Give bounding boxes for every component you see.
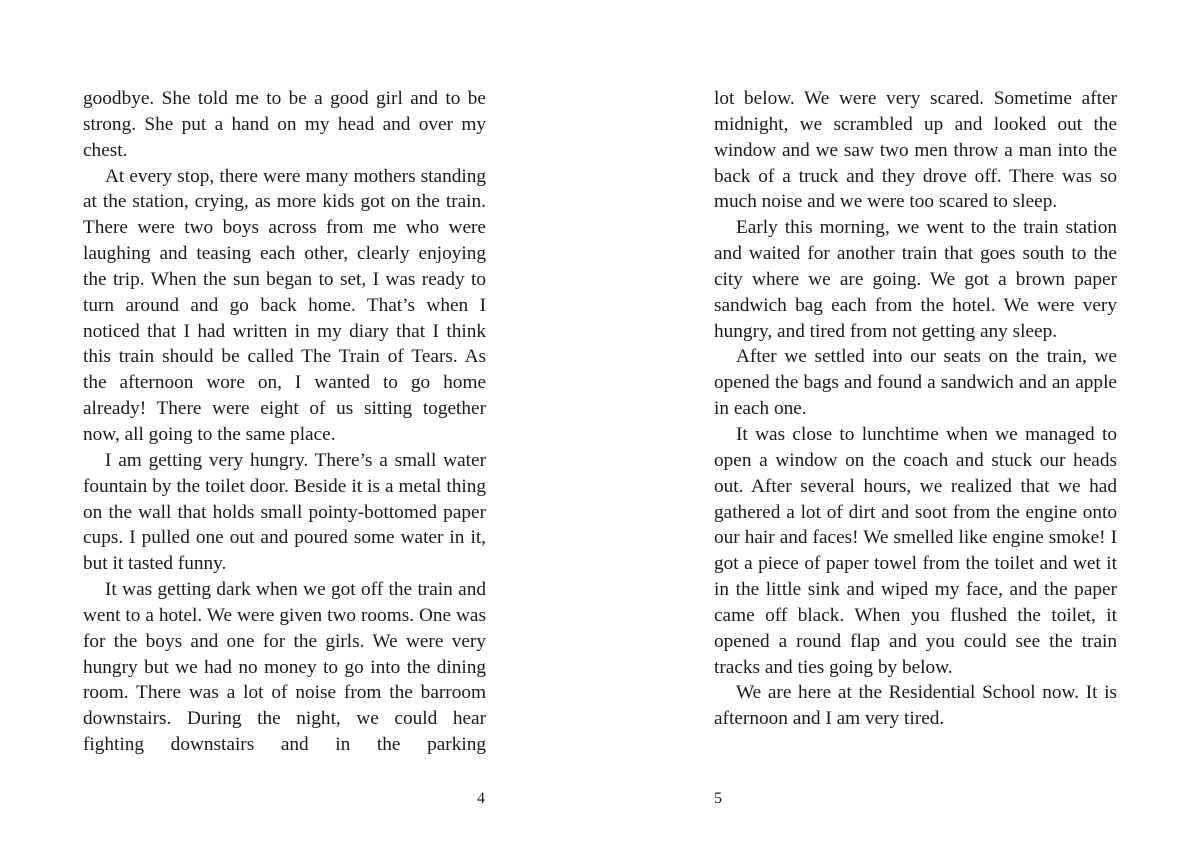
paragraph: Early this morning, we went to the train station and waited for another train that goes south to the city where we are going. We got a brown paper sandwich bag each from the hotel. We were very hungry, and tired from not getting any sleep. [714, 217, 1117, 342]
page-number: 4 [477, 790, 485, 807]
paragraph: I am getting very hungry. There’s a small water fountain by the toilet door. Beside it is a metal thing on the wall that holds small pointy-bottomed paper cups. I pulled one out and poured some water in it, but it tasted funny. [83, 449, 486, 575]
left-page-text [83, 86, 486, 758]
paragraph: At every stop, there were many mothers standing at the station, crying, as more kids got on the train. There were two boys across from me who were laughing and teasing each other, clearly enjoying the trip. When the sun began to set, I was ready to turn around and go back home. That’s when I noticed that I had written in my diary that I think this train should be called The Train of Tears. As the afternoon wore on, I wanted to go home already! There were eight of us sitting together now, all going to the same place. [83, 165, 486, 445]
paragraph: goodbye. She told me to be a good girl and to be strong. She put a hand on my head and over my chest. [83, 88, 486, 161]
paragraph: We are here at the Residential School now. It is afternoon and I am very tired. [714, 682, 1117, 730]
paragraph: lot below. We were very scared. Sometime after midnight, we scrambled up and looked out the window and we saw two men throw a man into the back of a truck and they drove off. There was so much noise and we were too scared to sleep. [714, 88, 1117, 213]
paragraph: After we settled into our seats on the train, we opened the bags and found a sandwich and an apple in each one. [714, 346, 1117, 420]
page-number: 5 [714, 790, 722, 807]
right-page-text [714, 86, 1117, 732]
right-page [600, 0, 1200, 842]
paragraph: It was getting dark when we got off the train and went to a hotel. We were given two rooms. One was for the boys and one for the girls. We were very hungry but we had no money to go into the dining room. There was a lot of noise from the barroom downstairs. During the night, we could hear fighting downstairs and in the parking [83, 579, 486, 756]
paragraph: It was close to lunchtime when we managed to open a window on the coach and stuck our heads out. After several hours, we realized that we had gathered a lot of dirt and soot from the engine onto our hair and faces! We smelled like engine smoke! I got a piece of paper towel from the toilet and wet it in the little sink and wiped my face, and the paper came off black. When you flushed the toilet, it opened a round flap and you could see the train tracks and ties going by below. [714, 423, 1117, 678]
